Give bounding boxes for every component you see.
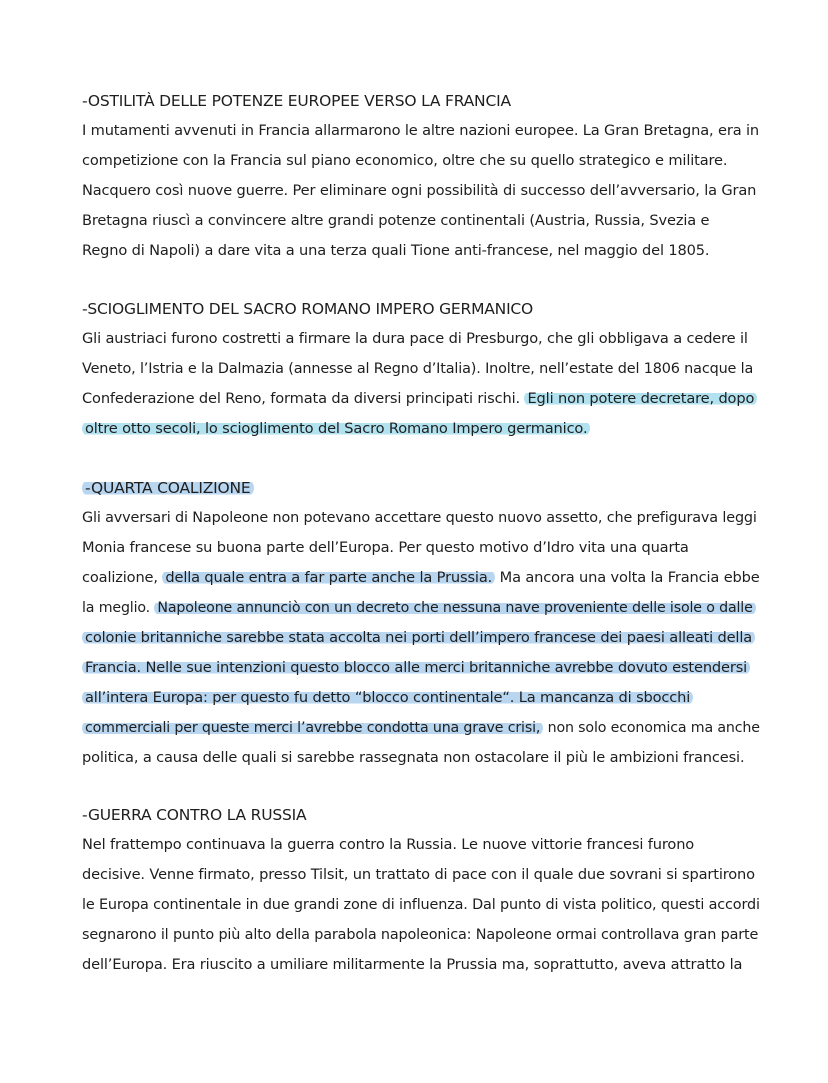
paragraph-line: [82, 563, 762, 593]
paragraph-line: le Europa continentale in due grandi zone di influenza. Dal punto di vista politico, questi accordi: [82, 897, 760, 913]
paragraph-line: Veneto, l’Istria e la Dalmazia (annesse al Regno d’Italia). Inoltre, nell’estate del 1806 nacque la: [82, 361, 754, 377]
paragraph-line: [82, 414, 762, 444]
paragraph-line: [82, 713, 762, 743]
paragraph-line: politica, a causa delle quali si sarebbe rassegnata non ostacolare il più le ambizioni francesi.: [82, 749, 745, 766]
paragraph-line: [82, 384, 762, 414]
plain-text: la meglio.: [82, 600, 151, 616]
paragraph-line: segnarono il punto più alto della parabola napoleonica: Napoleone ormai controllava gran parte: [82, 927, 759, 943]
highlighted-text: commerciali per queste merci l’avrebbe condotta una grave crisi,: [82, 720, 543, 736]
plain-text: non solo economica ma anche: [547, 720, 760, 736]
section-scioglimento: [82, 294, 762, 444]
highlighted-text: oltre otto secoli, lo scioglimento del Sacro Romano Impero germanico.: [82, 420, 590, 437]
paragraph-line: decisive. Venne firmato, presso Tilsit, un trattato di pace con il quale due sovrani si spartirono: [82, 866, 755, 883]
highlighted-text: Francia. Nelle sue intenzioni questo blocco alle merci britanniche avrebbe dovuto estendersi: [82, 659, 750, 676]
section-heading: [82, 473, 762, 503]
paragraph-line: [82, 653, 762, 683]
paragraph-line: Nel frattempo continuava la guerra contro la Russia. Le nuove vittorie francesi furono: [82, 836, 695, 853]
highlighted-text: colonie britanniche sarebbe stata accolta nei porti dell’impero francese dei paesi alleati della: [82, 629, 755, 646]
paragraph-line: I mutamenti avvenuti in Francia allarmarono le altre nazioni europee. La Gran Bretagna, era in: [82, 122, 759, 139]
paragraph-line: Nacquero così nuove guerre. Per eliminare ogni possibilità di successo dell’avversario, la Gran: [82, 182, 757, 199]
paragraph-line: Monia francese su buona parte dell’Europa. Per questo motivo d’Idro vita una quarta: [82, 539, 689, 556]
section-guerra-russia: [82, 800, 762, 980]
highlighted-text: all’intera Europa: per questo fu detto “blocco continentale“. La mancanza di sbocchi: [82, 689, 693, 706]
plain-text: Confederazione del Reno, formata da diversi principati rischi.: [82, 390, 520, 407]
section-ostilita: [82, 86, 762, 266]
paragraph-line: [82, 623, 762, 653]
paragraph-line: [82, 593, 762, 623]
section-heading: -GUERRA CONTRO LA RUSSIA: [82, 806, 307, 824]
paragraph-line: Gli austriaci furono costretti a firmare la dura pace di Presburgo, che gli obbligava a cedere il: [82, 330, 748, 347]
highlighted-text: Napoleone annunciò con un decreto che nessuna nave proveniente delle isole o dalle: [154, 600, 755, 616]
highlighted-text: Egli non potere decretare, dopo: [524, 390, 757, 407]
plain-text: coalizione,: [82, 569, 158, 586]
paragraph-line: Regno di Napoli) a dare vita a una terza quali Tione anti-francese, nel maggio del 1805.: [82, 242, 710, 259]
highlighted-text: della quale entra a far parte anche la Prussia.: [162, 569, 495, 586]
paragraph-line: [82, 683, 762, 713]
paragraph-line: competizione con la Francia sul piano economico, oltre che su quello strategico e militare.: [82, 152, 728, 169]
paragraph-line: Gli avversari di Napoleone non potevano accettare questo nuovo assetto, che prefigurava leggi: [82, 510, 757, 526]
paragraph-line: Bretagna riuscì a convincere altre grandi potenze continentali (Austria, Russia, Svezia e: [82, 212, 710, 229]
highlighted-heading: -QUARTA COALIZIONE: [82, 479, 254, 497]
plain-text: Ma ancora una volta la Francia ebbe: [499, 569, 760, 586]
section-heading: -OSTILITÀ DELLE POTENZE EUROPEE VERSO LA FRANCIA: [82, 92, 511, 110]
section-quarta-coalizione: [82, 473, 762, 773]
section-heading: -SCIOGLIMENTO DEL SACRO ROMANO IMPERO GERMANICO: [82, 300, 534, 318]
paragraph-line: dell’Europa. Era riuscito a umiliare militarmente la Prussia ma, soprattutto, aveva attratto la: [82, 956, 743, 973]
